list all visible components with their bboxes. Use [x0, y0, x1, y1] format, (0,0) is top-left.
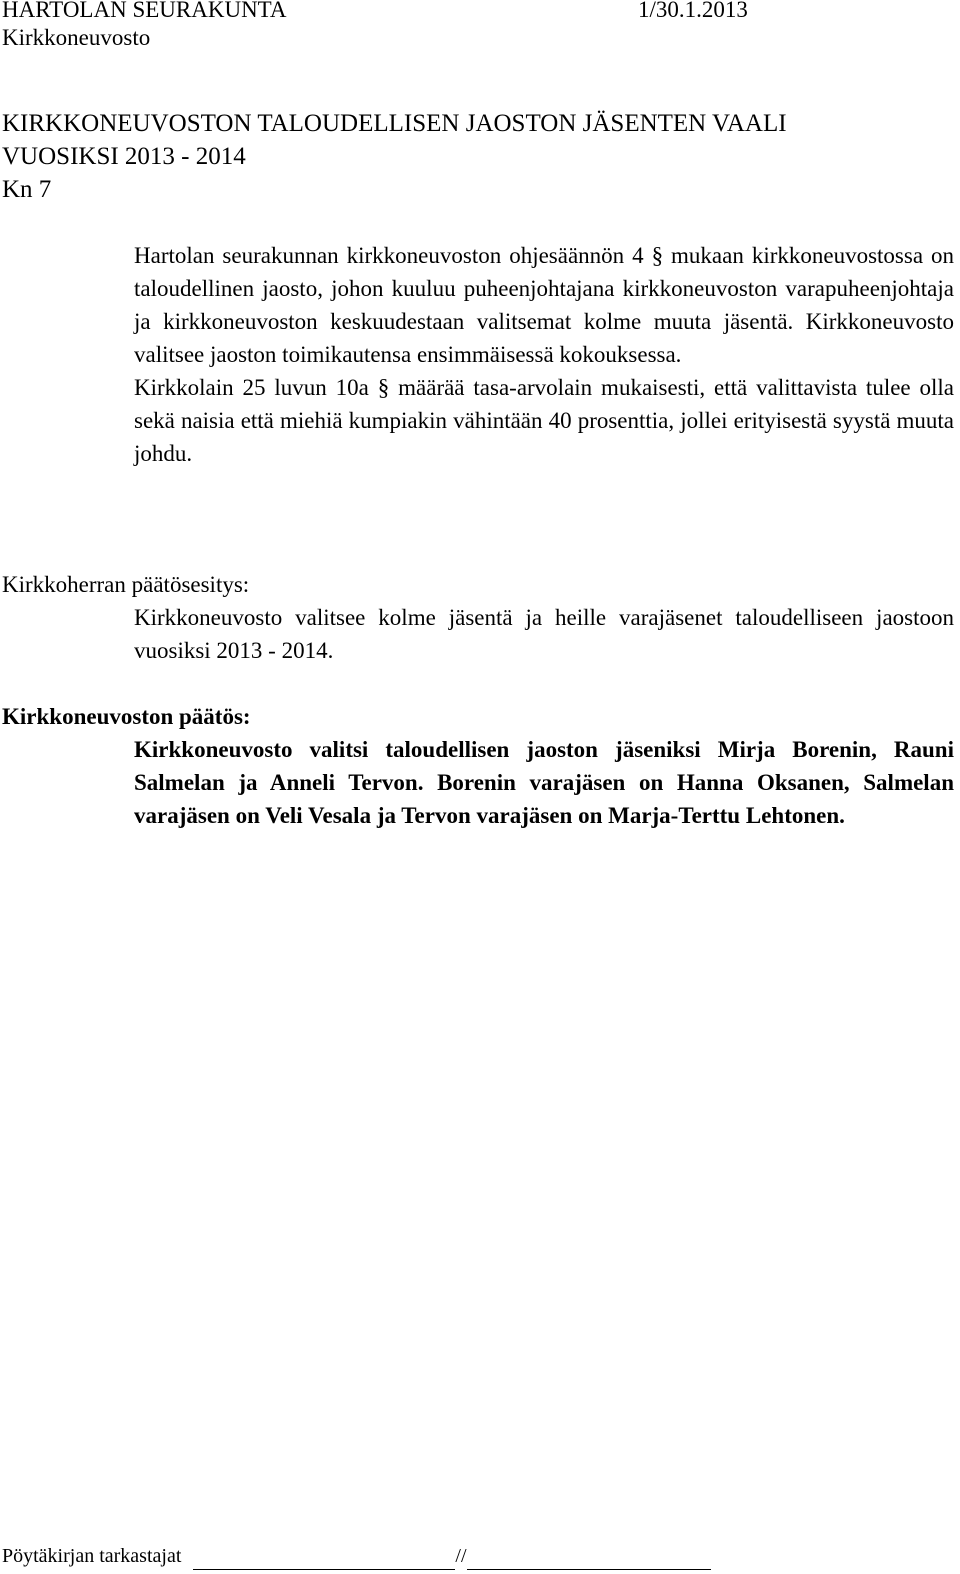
title-line-1: KIRKKONEUVOSTON TALOUDELLISEN JAOSTON JÄSENTEN VAALI [2, 110, 787, 137]
proposal-label: Kirkkoherran päätösesitys: [2, 572, 250, 597]
signature-line-2 [467, 1547, 711, 1570]
document-title [2, 107, 958, 206]
intro-paragraph-1: Hartolan seurakunnan kirkkoneuvoston ohjesäännön 4 § mukaan kirkkoneuvostossa on taloudellinen jaosto, johon kuuluu puheenjohtajana kirkkoneuvoston varapuheenjohtaja ja kirkkoneuvoston keskuudestaan valitsemat kolme muuta jäsentä. Kirkkoneuvosto valitsee jaoston toimikautensa ensimmäisessä kokouksessa. [134, 243, 954, 367]
title-line-2: VUOSIKSI 2013 - 2014 [2, 143, 246, 170]
signature-line-1 [193, 1547, 455, 1570]
organization-name: HARTOLAN SEURAKUNTA [2, 0, 287, 22]
signature-footer [2, 1542, 711, 1570]
page-date: 1/30.1.2013 [638, 0, 748, 22]
signature-separator: // [455, 1545, 467, 1567]
intro-section [134, 239, 954, 470]
decision-paragraph: Kirkkoneuvosto valitsi taloudellisen jaoston jäseniksi Mirja Borenin, Rauni Salmelan ja Anneli Tervon. Borenin varajäsen on Hanna Oksanen, Salmelan varajäsen on Veli Vesala ja Tervon varajäsen on Marja-Terttu Lehtonen. [134, 737, 954, 828]
body-name: Kirkkoneuvosto [2, 25, 151, 50]
intro-paragraph-2: Kirkkolain 25 luvun 10a § määrää tasa-arvolain mukaisesti, että valittavista tulee olla sekä naisia että miehiä kumpiakin vähintään 40 prosenttia, jollei erityisestä syystä muuta johdu. [134, 375, 954, 466]
decision-text [134, 733, 954, 832]
title-line-3: Kn 7 [2, 176, 52, 203]
proposal-text [134, 601, 954, 667]
reviewers-label: Pöytäkirjan tarkastajat [2, 1545, 182, 1567]
decision-label: Kirkkoneuvoston päätös: [2, 704, 251, 729]
proposal-paragraph: Kirkkoneuvosto valitsee kolme jäsentä ja heille varajäsenet taloudelliseen jaostoon vuosiksi 2013 - 2014. [134, 605, 954, 663]
